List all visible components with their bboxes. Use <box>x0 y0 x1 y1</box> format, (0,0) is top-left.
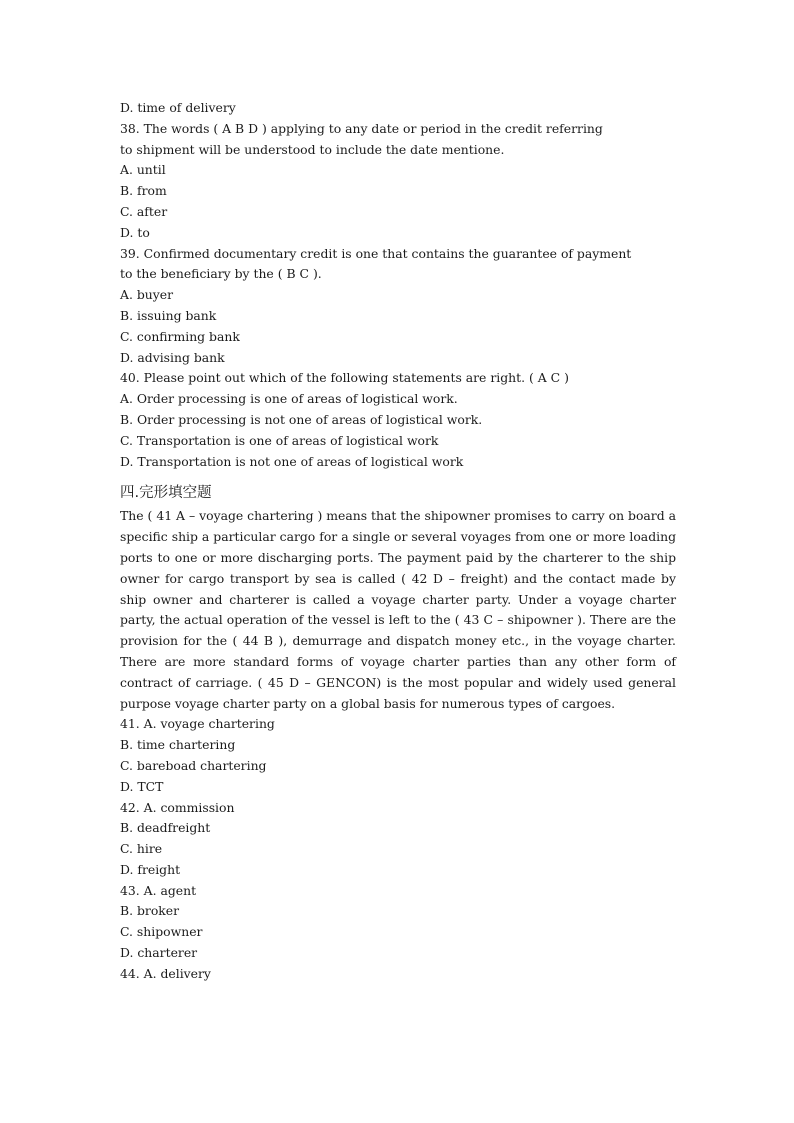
option-line: D. Transportation is not one of areas of logistical work <box>120 453 464 469</box>
option-line: C. shipowner <box>120 924 203 940</box>
option-line: B. issuing bank <box>120 307 217 323</box>
text-line: D. time of delivery <box>120 100 236 115</box>
question-43: 43. A. agent <box>120 882 197 898</box>
text-line: to the beneficiary by the ( B C ). <box>120 266 322 282</box>
question-40: 40. Please point out which of the following statements are right. ( A C ) <box>120 370 569 386</box>
question-block-38-40 <box>120 98 676 472</box>
option-line: B. time chartering <box>120 737 236 753</box>
question-39: 39. Confirmed documentary credit is one that contains the guarantee of payment <box>120 245 632 261</box>
option-line: B. from <box>120 183 167 199</box>
option-line: B. broker <box>120 903 180 919</box>
option-line: A. Order processing is one of areas of logistical work. <box>120 391 458 407</box>
option-line: A. until <box>120 162 166 178</box>
option-line: C. Transportation is one of areas of logistical work <box>120 432 439 448</box>
option-line: D. TCT <box>120 778 164 794</box>
question-block-41-44 <box>120 714 676 984</box>
question-41: 41. A. voyage chartering <box>120 716 275 732</box>
option-line: C. hire <box>120 841 163 857</box>
option-line: D. freight <box>120 861 181 877</box>
option-line: B. deadfreight <box>120 820 211 836</box>
question-38: 38. The words ( A B D ) applying to any date or period in the credit referring <box>120 120 603 136</box>
option-line: A. buyer <box>120 287 173 303</box>
option-line: C. bareboad chartering <box>120 757 267 773</box>
option-line: D. advising bank <box>120 349 225 365</box>
option-line: C. confirming bank <box>120 328 240 344</box>
document-page <box>120 98 676 985</box>
section-title: 四.完形填空题 <box>120 485 212 502</box>
option-line: B. Order processing is not one of areas of logistical work. <box>120 411 483 427</box>
option-line: D. charterer <box>120 945 198 961</box>
question-44: 44. A. delivery <box>120 965 211 981</box>
option-line: D. to <box>120 224 150 240</box>
cloze-paragraph: The ( 41 A – voyage chartering ) means that the shipowner promises to carry on board a specific ship a particular cargo for a single or several voyages from one or more loading ports to one or more discharging ports. The payment paid by the charterer to the ship owner for cargo transport by sea is called ( 42 D – freight) and the contact made by ship owner and charterer is called a voyage charter party. Under a voyage charter party, the actual operation of the vessel is left to the ( 43 C – shipowner ). There are the provision for the ( 44 B ), demurrage and dispatch money etc., in the voyage charter. There are more standard forms of voyage charter parties than any other form of contract of carriage. ( 45 D – GENCON) is the most popular and widely used general purpose voyage charter party on a global basis for numerous types of cargoes. <box>120 508 676 711</box>
question-42: 42. A. commission <box>120 799 235 815</box>
option-line: C. after <box>120 203 168 219</box>
text-line: to shipment will be understood to include the date mentione. <box>120 141 505 157</box>
